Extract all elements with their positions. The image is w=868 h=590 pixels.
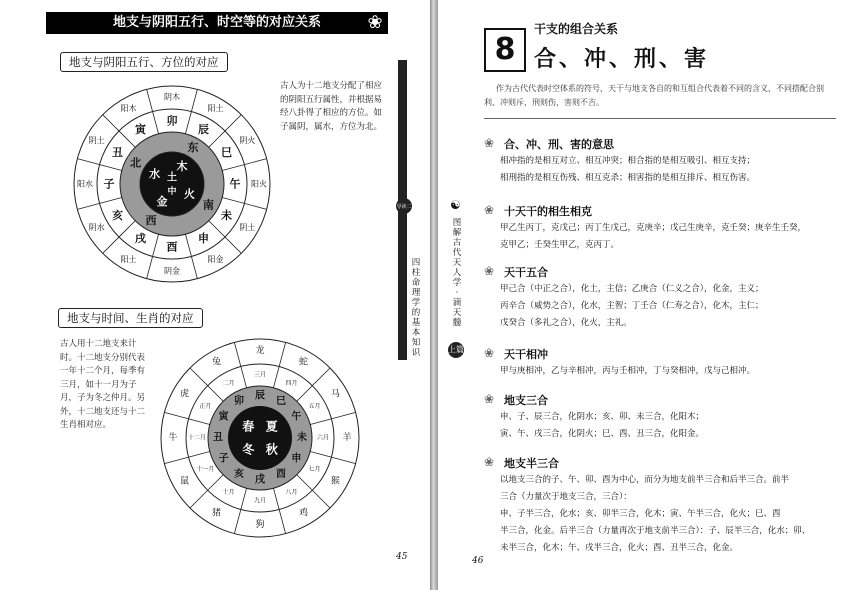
month-label: 八月 (285, 489, 298, 497)
dragon-ornament-icon: ❀ (367, 12, 383, 33)
page-number: 45 (396, 552, 408, 562)
zodiac-label: 马 (330, 389, 340, 400)
month-label: 四月 (285, 379, 298, 387)
branch-label: 戌 (135, 232, 146, 246)
section-body-line: 三合（力量次于地支三合，三合）： (500, 492, 632, 502)
section-description-time: 古人用十二地支来计时。十二地支分别代表一年十二个月，每季有三月，如十一月为子月，子为冬之仲月。另外，十二地支还与十二生肖相对应。 (60, 339, 146, 430)
month-label: 六月 (316, 434, 330, 442)
side-strip-text: 图解古代天人学·滴天髓 (452, 218, 462, 328)
yinyang-label: 阳土 (207, 104, 224, 114)
side-badge: 上篇 (448, 342, 464, 358)
month-label: 十一月 (196, 466, 215, 473)
yinyang-label: 阳火 (251, 179, 267, 189)
branch-label: 亥 (234, 468, 244, 480)
lotus-icon: ❀ (484, 136, 495, 150)
branch-wuxing-wheel (62, 84, 282, 284)
yinyang-label: 阴金 (164, 266, 180, 276)
branch-label: 子 (103, 177, 115, 191)
section-body-line: 克甲乙；壬癸生甲乙，克丙丁。 (500, 240, 620, 250)
branch-label: 申 (291, 453, 302, 465)
section-body-line: 寅、午、戌三合，化阴火；巳、酉、丑三合，化阳金。 (500, 429, 705, 439)
page-header-title: 地支与阴阳五行、时空等的对应关系 (46, 12, 388, 34)
zodiac-label: 牛 (168, 433, 178, 443)
branch-label: 未 (221, 209, 233, 222)
section-heading: 地支三合 (504, 394, 548, 407)
lotus-icon: ❀ (484, 392, 495, 406)
yinyang-label: 阳木 (120, 104, 137, 114)
direction-label: 北 (130, 156, 142, 170)
season-label: 春 (242, 419, 255, 434)
right-page (438, 0, 868, 590)
section-body-line: 相冲指的是相互对立、相互冲突；相合指的是相互吸引、相互支持； (500, 156, 756, 166)
direction-label: 南 (202, 198, 214, 212)
branch-label: 辰 (255, 390, 265, 402)
chapter-number-box: 8 (484, 28, 526, 72)
page-number: 46 (472, 556, 484, 566)
branch-label: 酉 (276, 468, 286, 480)
element-core (140, 152, 204, 216)
zodiac-label: 狗 (255, 520, 265, 530)
chapter-title: 合、冲、刑、害 (534, 47, 710, 72)
direction-label: 东 (187, 141, 199, 155)
section-body-line: 以地支三合的子、午、卯、酉为中心，而分为地支前半三合和后半三合。前半 (500, 475, 790, 485)
branch-label: 申 (198, 232, 209, 246)
zodiac-label: 蛇 (298, 357, 309, 368)
branch-label: 午 (229, 177, 241, 191)
zodiac-label: 虎 (180, 389, 190, 400)
left-page (0, 0, 430, 590)
season-label: 秋 (265, 442, 278, 457)
side-badge: 导读二 (396, 198, 412, 214)
lotus-icon: ❀ (484, 346, 495, 360)
center-element-label: 土 (167, 172, 177, 184)
branch-label: 丑 (213, 432, 223, 444)
season-core (228, 406, 292, 470)
chapter-intro: 作为古代代表时空体系的符号，天干与地支各自的和互组合代表着不同的含义，不同搭配合别利、冲则斥，刑则伤，害则不吉。 (484, 84, 824, 107)
section-body-line: 半三合，化金。后半三合（力量再次于地支前半三合）：子、辰半三合，化水；卯、 (500, 526, 811, 536)
zodiac-label: 羊 (342, 433, 352, 443)
section-body-line: 甲己合（中正之合），化土，主信；乙庚合（仁义之合），化金，主义； (500, 284, 764, 294)
section-body-line: 甲与庚相冲，乙与辛相冲，丙与壬相冲，丁与癸相冲，戊与己相冲。 (500, 366, 756, 376)
section-title-wuxing: 地支与阴阳五行、方位的对应 (60, 52, 228, 72)
zodiac-label: 猪 (211, 508, 222, 519)
zodiac-label: 鼠 (180, 476, 190, 487)
branch-label: 午 (291, 411, 302, 423)
divider (484, 118, 836, 119)
branch-label: 卯 (166, 114, 178, 128)
branch-label: 寅 (218, 411, 229, 423)
yinyang-label: 阴火 (239, 136, 256, 145)
branch-label: 未 (297, 432, 307, 444)
branch-label: 亥 (111, 209, 123, 222)
section-description-wuxing: 古人为十二地支分配了相应的阴阳五行属性，并根据易经八卦得了相应的方位。如子属阴，属水，方位为北。 (280, 81, 383, 132)
month-label: 十月 (222, 489, 235, 497)
section-title-time: 地支与时间、生肖的对应 (58, 308, 203, 328)
zodiac-label: 鸡 (298, 508, 309, 519)
chapter-subtitle: 干支的组合关系 (534, 22, 619, 36)
branch-label: 卯 (234, 396, 244, 408)
yinyang-label: 阴水 (88, 223, 105, 232)
branch-label: 辰 (198, 122, 209, 136)
center-direction-label: 中 (167, 187, 177, 197)
section-body-line: 申、子半三合，化水；亥、卯半三合，化木；寅、午半三合，化火；巳、酉 (500, 509, 781, 519)
branch-label: 巳 (221, 146, 233, 159)
yinyang-label: 阴土 (239, 223, 256, 232)
yin-yang-icon: ☯ (450, 198, 461, 212)
branch-time-zodiac-wheel (148, 338, 372, 538)
section-heading: 十天干的相生相克 (504, 205, 592, 218)
branch-label: 丑 (111, 146, 123, 159)
month-label: 九月 (253, 497, 267, 505)
branch-label: 子 (218, 453, 229, 465)
branch-label: 酉 (166, 240, 178, 254)
branch-label: 巳 (276, 396, 286, 408)
section-heading: 合、冲、刑、害的意思 (504, 138, 614, 151)
month-label: 七月 (308, 466, 321, 473)
yinyang-label: 阴土 (88, 136, 105, 145)
branch-label: 寅 (135, 122, 146, 136)
lotus-icon: ❀ (484, 264, 495, 278)
month-label: 十二月 (187, 434, 207, 442)
yinyang-label: 阳金 (207, 254, 224, 264)
element-label: 水 (149, 167, 161, 181)
branch-label: 戌 (255, 474, 265, 486)
yinyang-label: 阴木 (164, 92, 180, 102)
lotus-icon: ❀ (484, 455, 495, 469)
side-strip-text: 四柱命理学的基本知识 (411, 258, 421, 358)
section-heading: 天干五合 (504, 266, 548, 279)
yinyang-label: 阳水 (77, 179, 93, 189)
month-label: 三月 (253, 371, 267, 379)
zodiac-label: 兔 (211, 357, 222, 368)
section-heading: 地支半三合 (504, 457, 559, 470)
section-body-line: 申、子、辰三合，化阴水；亥、卯、未三合，化阳木； (500, 412, 705, 422)
section-body-line: 丙辛合（威势之合），化水，主智；丁壬合（仁寿之合），化木，主仁； (500, 301, 764, 311)
section-body-line: 相刑指的是相互伤残、相互克杀；相害指的是相互排斥、相互伤害。 (500, 173, 756, 183)
season-label: 夏 (265, 419, 278, 434)
season-label: 冬 (242, 442, 255, 457)
section-body-line: 戊癸合（多礼之合），化火，主礼。 (500, 318, 632, 328)
book-gutter (430, 0, 438, 590)
yinyang-label: 阳土 (120, 254, 137, 264)
section-heading: 天干相冲 (504, 348, 548, 361)
section-body-line: 未半三合，化木；午、戌半三合，化火；酉、丑半三合，化金。 (500, 543, 739, 553)
element-label: 金 (156, 194, 168, 208)
element-label: 火 (183, 187, 195, 201)
month-label: 二月 (222, 379, 235, 387)
zodiac-label: 龙 (255, 346, 265, 356)
month-label: 正月 (199, 403, 212, 410)
element-label: 木 (176, 160, 188, 174)
section-body-line: 甲乙生丙丁，克戊己；丙丁生戊己，克庚辛；戊己生庚辛，克壬癸；庚辛生壬癸， (500, 223, 807, 233)
zodiac-label: 猴 (330, 476, 340, 487)
month-label: 五月 (308, 403, 321, 410)
direction-label: 西 (145, 213, 157, 227)
lotus-icon: ❀ (484, 203, 495, 217)
